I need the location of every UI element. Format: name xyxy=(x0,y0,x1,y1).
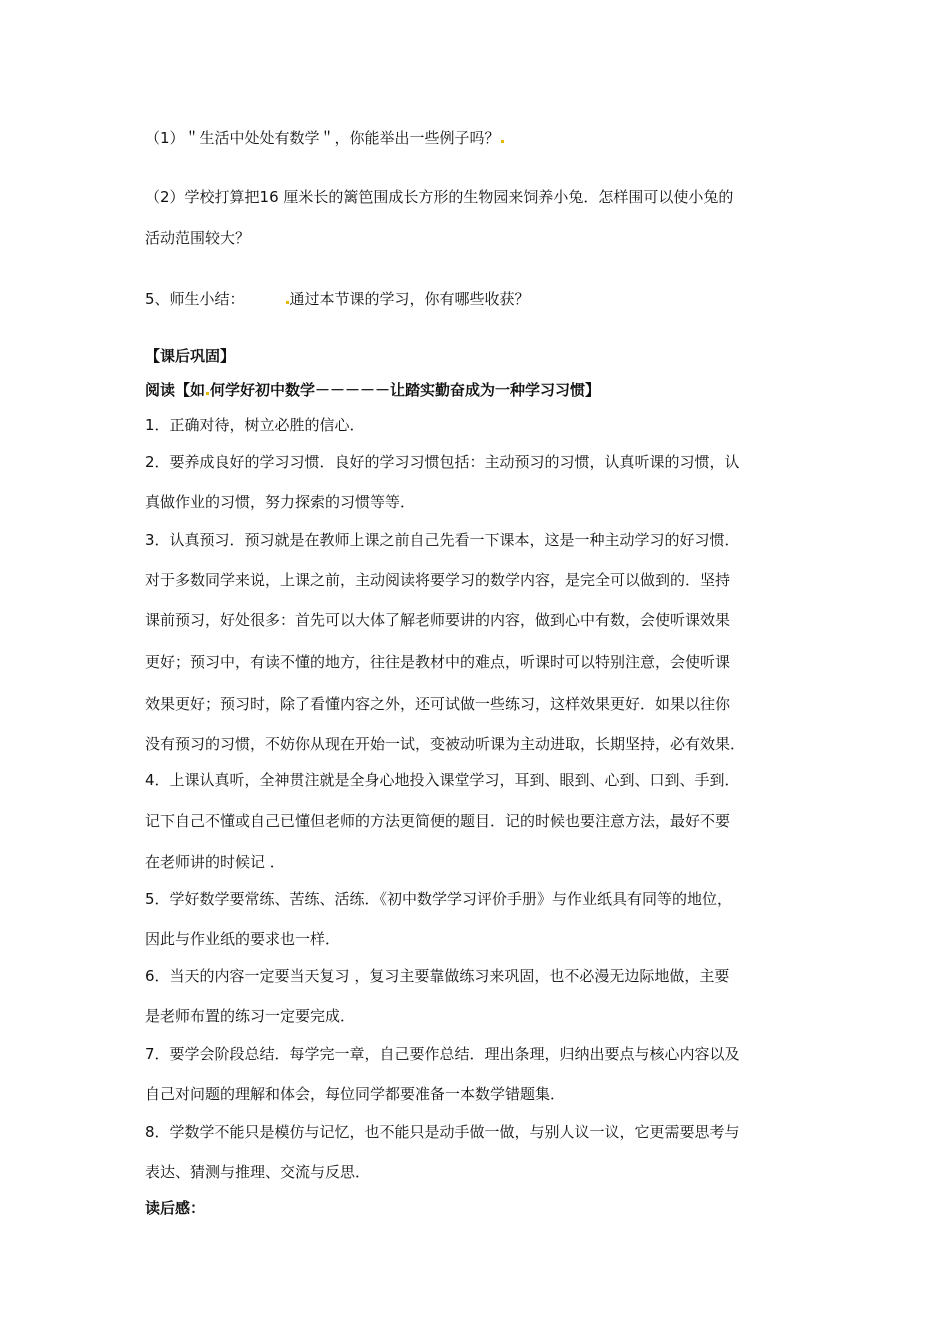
text-line: 6．当天的内容一定要当天复习 ，复习主要靠做练习来巩固，也不必漫无边际地做，主要 xyxy=(145,967,730,985)
text-line: 7．要学会阶段总结．每学完一章，自己要作总结．理出条理，归纳出要点与核心内容以及 xyxy=(145,1045,740,1063)
question-1 xyxy=(145,128,825,148)
reading-prefix: 阅读 xyxy=(145,381,176,399)
question-2-line-1: （2）学校打算把16 厘米长的篱笆围成长方形的生物园来饲养小兔．怎样围可以使小兔的 xyxy=(145,188,734,206)
text-line: 记下自己不懂或自己已懂但老师的方法更简便的题目．记的时候也要注意方法，最好不要 xyxy=(145,812,731,830)
text-line: 课前预习，好处很多：首先可以大体了解老师要讲的内容，做到心中有数，会使听课效果 xyxy=(145,611,731,629)
text-line: 因此与作业纸的要求也一样． xyxy=(145,930,341,948)
text-line: 2．要养成良好的学习习惯．良好的学习习惯包括：主动预习的习惯，认真听课的习惯，认 xyxy=(145,453,740,471)
question-2-line-2: 活动范围较大？ xyxy=(145,229,251,247)
text-line: 真做作业的习惯，努力探索的习惯等等． xyxy=(145,493,416,511)
marker-dot xyxy=(501,140,504,143)
text-line: 8．学数学不能只是模仿与记忆，也不能只是动手做一做，与别人议一议，它更需要思考与 xyxy=(145,1123,740,1141)
text-line: 没有预习的习惯，不妨你从现在开始一试，变被动听课为主动进取，长期坚持，必有效果． xyxy=(145,735,746,753)
question-1-text: （1）＂生活中处处有数学＂，你能举出一些例子吗？ xyxy=(145,129,500,147)
summary-label: 5、师生小结： xyxy=(145,290,245,308)
text-line: 在老师讲的时候记 ． xyxy=(145,853,285,871)
reading-title-a: 【如 xyxy=(175,381,206,399)
text-line: 对于多数同学来说，上课之前，主动阅读将要学习的数学内容，是完全可以做到的．坚持 xyxy=(145,571,731,589)
text-line: 表达、猜测与推理、交流与反思． xyxy=(145,1163,371,1181)
text-line: 效果更好；预习时，除了看懂内容之外，还可试做一些练习，这样效果更好．如果以往你 xyxy=(145,695,731,713)
summary-text: 通过本节课的学习，你有哪些收获？ xyxy=(289,290,530,308)
section-title: 【课后巩固】 xyxy=(145,347,236,365)
text-line: 更好；预习中，有读不懂的地方，往往是教材中的难点，听课时可以特别注意，会使听课 xyxy=(145,653,731,671)
reading-title xyxy=(145,380,825,400)
text-line: 5．学好数学要常练、苦练、活练．《初中数学学习评价手册》与作业纸具有同等的地位， xyxy=(145,890,733,908)
reading-title-b: 何学好初中数学－－－－－让踏实勤奋成为一种学习习惯】 xyxy=(210,381,601,399)
text-line: 是老师布置的练习一定要完成． xyxy=(145,1007,356,1025)
text-line: 自己对问题的理解和体会，每位同学都要准备一本数学错题集． xyxy=(145,1085,566,1103)
marker-dot xyxy=(206,392,209,395)
text-line: 3．认真预习．预习就是在教师上课之前自己先看一下课本，这是一种主动学习的好习惯． xyxy=(145,531,740,549)
marker-dot xyxy=(286,301,289,304)
text-line: 1．正确对待，树立必胜的信心． xyxy=(145,416,365,434)
afterword-label: 读后感： xyxy=(145,1199,206,1217)
summary-line xyxy=(145,289,825,309)
text-line: 4．上课认真听，全神贯注就是全身心地投入课堂学习，耳到、眼到、心到、口到、手到． xyxy=(145,771,740,789)
